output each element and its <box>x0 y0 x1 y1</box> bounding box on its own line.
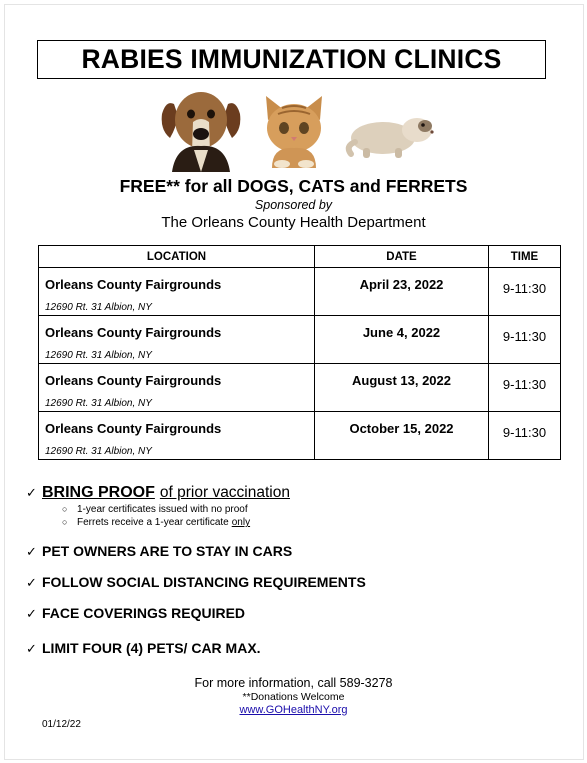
clinic-time: 9-11:30 <box>502 377 547 392</box>
clinic-time: 9-11:30 <box>502 281 547 296</box>
location-name: Orleans County Fairgrounds <box>45 421 222 436</box>
free-announcement: FREE** for all DOGS, CATS and FERRETS <box>119 176 468 196</box>
proof-sub-text: 1-year certificates issued with no proof <box>77 504 248 515</box>
bring-proof-detail: of prior vaccination <box>159 484 290 501</box>
time-cell <box>489 268 561 316</box>
check-mark-icon: ✓ <box>26 485 37 500</box>
requirement-text: PET OWNERS ARE TO STAY IN CARS <box>42 543 293 559</box>
location-cell <box>39 364 315 412</box>
location-address: 12690 Rt. 31 Albion, NY <box>45 398 152 409</box>
location-name: Orleans County Fairgrounds <box>45 373 222 388</box>
table-row <box>39 364 561 412</box>
website-link[interactable]: www.GOHealthNY.org <box>239 704 348 716</box>
time-header: TIME <box>489 246 561 268</box>
proof-sub-emphasis: only <box>231 517 251 528</box>
document-date: 01/12/22 <box>42 719 81 730</box>
clinic-time: 9-11:30 <box>502 425 547 440</box>
sponsored-by-label: Sponsored by <box>254 198 333 212</box>
location-header: LOCATION <box>39 246 315 268</box>
date-cell <box>315 268 489 316</box>
table-row <box>39 268 561 316</box>
requirement-item <box>26 543 292 560</box>
location-name: Orleans County Fairgrounds <box>45 325 222 340</box>
clinic-date: August 13, 2022 <box>352 373 451 388</box>
location-cell <box>39 412 315 460</box>
requirement-bring-proof <box>26 484 290 502</box>
date-cell <box>315 316 489 364</box>
requirement-item <box>26 640 261 657</box>
location-address: 12690 Rt. 31 Albion, NY <box>45 446 152 457</box>
location-address: 12690 Rt. 31 Albion, NY <box>45 302 152 313</box>
proof-sub-item <box>62 517 250 528</box>
check-mark-icon: ✓ <box>26 641 37 656</box>
time-cell <box>489 316 561 364</box>
table-row <box>39 316 561 364</box>
ferret-image <box>345 104 437 160</box>
bring-proof-label: BRING PROOF <box>42 484 155 501</box>
location-address: 12690 Rt. 31 Albion, NY <box>45 350 152 361</box>
location-cell <box>39 316 315 364</box>
page-title: RABIES IMMUNIZATION CLINICS <box>37 40 546 79</box>
date-cell <box>315 364 489 412</box>
time-cell <box>489 364 561 412</box>
sponsor-name: The Orleans County Health Department <box>161 214 426 231</box>
requirement-text: FOLLOW SOCIAL DISTANCING REQUIREMENTS <box>42 574 366 590</box>
requirement-item <box>26 605 245 622</box>
requirement-item <box>26 574 366 591</box>
proof-sub-text: Ferrets receive a 1-year certificate <box>77 517 229 528</box>
table-header-row <box>39 246 561 268</box>
table-row <box>39 412 561 460</box>
location-name: Orleans County Fairgrounds <box>45 277 222 292</box>
more-info-text: For more information, call 589-3278 <box>194 676 393 690</box>
clinic-date: June 4, 2022 <box>362 325 441 340</box>
check-mark-icon: ✓ <box>26 544 37 559</box>
time-cell <box>489 412 561 460</box>
proof-sub-item <box>62 504 248 515</box>
date-header: DATE <box>315 246 489 268</box>
requirement-text: FACE COVERINGS REQUIRED <box>42 605 246 621</box>
date-cell <box>315 412 489 460</box>
hollow-circle-bullet-icon: ○ <box>62 517 68 527</box>
check-mark-icon: ✓ <box>26 606 37 621</box>
dog-image <box>160 82 242 172</box>
kitten-image <box>258 92 330 168</box>
donations-text: **Donations Welcome <box>242 691 345 703</box>
location-cell <box>39 268 315 316</box>
clinic-time: 9-11:30 <box>502 329 547 344</box>
clinic-date: April 23, 2022 <box>359 277 444 292</box>
clinic-date: October 15, 2022 <box>349 421 454 436</box>
requirement-text: LIMIT FOUR (4) PETS/ CAR MAX. <box>42 640 261 656</box>
clinic-schedule-table <box>38 245 561 460</box>
hollow-circle-bullet-icon: ○ <box>62 504 68 514</box>
check-mark-icon: ✓ <box>26 575 37 590</box>
